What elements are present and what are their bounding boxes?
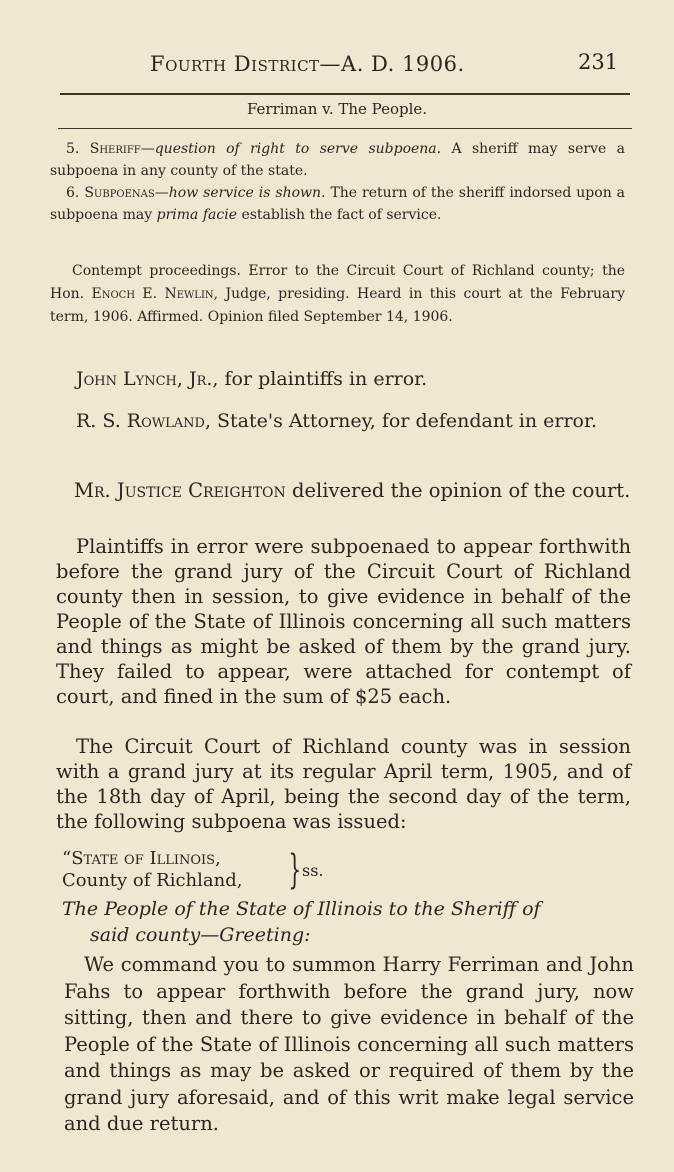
subpoena-salutation bbox=[62, 896, 541, 948]
salutation-line: The People of the State of Illinois to the Sheriff of bbox=[62, 898, 541, 920]
judge-name: Enoch E. Newlin bbox=[91, 286, 214, 302]
page-number: 231 bbox=[578, 50, 619, 74]
subpoena-caption bbox=[62, 847, 324, 893]
justice-name: Mr. Justice Creighton bbox=[74, 479, 286, 502]
headnote-text: A sheriff may serve a subpoena in any county of the state. bbox=[50, 141, 625, 179]
header-rule bbox=[60, 93, 630, 95]
statement-text-end: , Judge, presiding. Heard in this court at the February term, 1906. Affirmed. Opinion filed September 14, 1906. bbox=[50, 286, 625, 325]
case-title: Ferriman v. The People. bbox=[246, 100, 428, 118]
header-rule-lower bbox=[58, 128, 632, 129]
counsel-defendant bbox=[50, 408, 625, 434]
counsel-name: John Lynch, Jr. bbox=[76, 368, 213, 390]
opinion-paragraph: The Circuit Court of Richland county was in session with a grand jury at its regular April term, 1905, and of the 18th day of April, being the second day of the term, the following subpoena was issued: bbox=[56, 735, 631, 833]
counsel-role: , for plaintiffs in error. bbox=[212, 368, 428, 390]
headnote-subtitle: question of right to serve subpoena. bbox=[154, 141, 442, 157]
headnote-topic: Subpoenas bbox=[84, 185, 155, 201]
case-statement bbox=[50, 260, 625, 329]
caption-brace: } bbox=[288, 847, 302, 893]
headnote-topic: Sheriff bbox=[89, 141, 141, 157]
counsel-name: R. S. Rowland bbox=[76, 410, 205, 432]
subpoena-body: We command you to summon Harry Ferriman and John Fahs to appear forthwith before the grand jury, now sitting, then and there to give evidence in behalf of the People of the State of Illinois concerning all such matters and things as may be asked or required of them by the grand jury aforesaid, and of this writ make legal service and due return. bbox=[64, 953, 634, 1135]
caption-ss: ss. bbox=[302, 861, 324, 880]
headnote-number: 6. bbox=[66, 185, 80, 201]
caption-state: “State of Illinois, bbox=[62, 848, 221, 869]
headnote-subtitle: how service is shown. bbox=[168, 185, 326, 201]
headnote-text: The return of the sheriff indorsed upon a subpoena may bbox=[50, 185, 626, 223]
salutation-line: said county—Greeting: bbox=[90, 924, 311, 946]
headnote-5: 5. Sheriff—question of right to serve subpoena. A sheriff may serve a subpoena in any county of the state. bbox=[50, 141, 625, 179]
caption-county: County of Richland, bbox=[62, 870, 243, 891]
opinion-paragraph: Plaintiffs in error were subpoenaed to appear forthwith before the grand jury of the Circuit Court of Richland county then in session, to give evidence in behalf of the People of the State of Illinois concerning all such matters and things as might be asked of them by the grand jury. They failed to appear, were attached for contempt of court, and fined in the sum of $25 each. bbox=[56, 535, 631, 708]
headnote-text-end: establish the fact of service. bbox=[241, 207, 442, 223]
headnote-number: 5. bbox=[66, 141, 80, 157]
statement-text: Contempt proceedings. Error to the Circuit Court of Richland county; the Hon. bbox=[50, 263, 625, 302]
headnote-6: 6. Subpoenas—how service is shown. The return of the sheriff indorsed upon a subpoena may prima facie establish the fact of service. bbox=[50, 185, 626, 223]
headnote-italic-term: prima facie bbox=[156, 207, 237, 223]
opinion-intro-text: delivered the opinion of the court. bbox=[291, 479, 631, 502]
counsel-plaintiffs bbox=[76, 368, 427, 390]
opinion-intro bbox=[56, 478, 631, 503]
running-head-title: Fourth District—A. D. 1906. bbox=[150, 52, 465, 76]
counsel-role: , State's Attorney, for defendant in error. bbox=[204, 410, 598, 432]
